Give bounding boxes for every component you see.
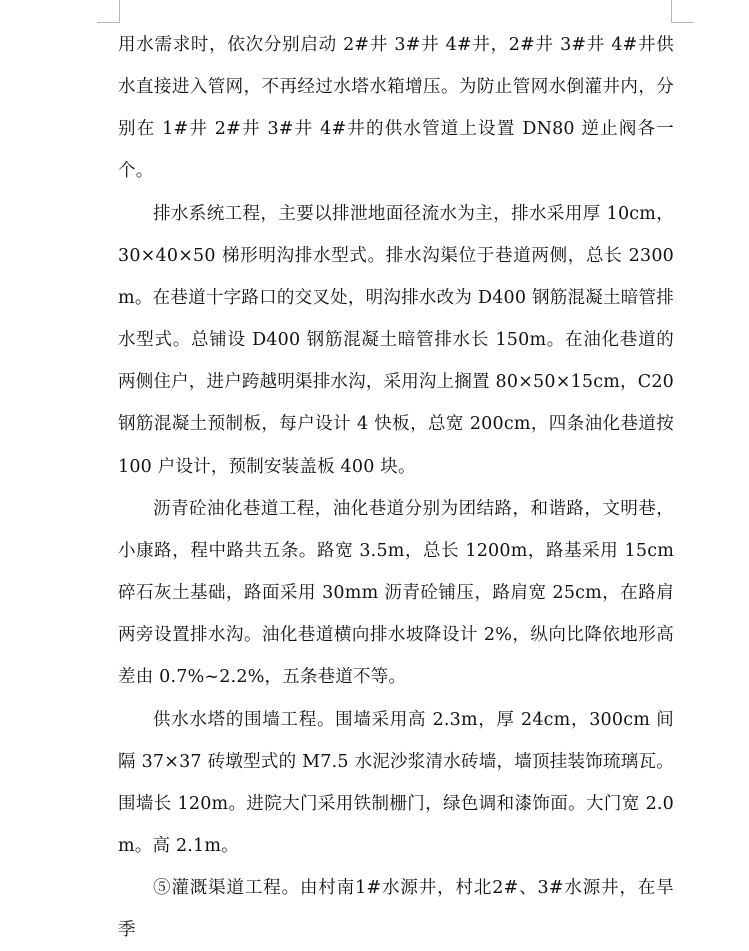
paragraph-asphalt-alley[interactable]: 沥青砼油化巷道工程，油化巷道分别为团结路，和谐路，文明巷，小康路，程中路共五条。路宽 3.5m，总长 1200m，路基采用 15cm 碎石灰土基础，路面采用 30mm 沥青砼铺压，路肩宽 25cm，在路肩两旁设置排水沟。油化巷道横向排水坡降设计 2%，纵向比降依地形高差由 0.7%~2.2%，五条巷道不等。 xyxy=(118,498,674,688)
margin-corner-mark-left xyxy=(97,0,120,23)
paragraph-water-tower-wall[interactable]: 供水水塔的围墙工程。围墙采用高 2.3m，厚 24cm，300cm 间隔 37×37 砖墩型式的 M7.5 水泥沙浆清水砖墙，墙顶挂装饰琉璃瓦。围墙长 120m。进院大门采用铁制栅门，绿色调和漆饰面。大门宽 2.0m。高 2.1m。 xyxy=(118,709,674,856)
paragraph-drainage-system[interactable]: 排水系统工程，主要以排泄地面径流水为主，排水采用厚 10cm，30×40×50 梯形明沟排水型式。排水沟渠位于巷道两侧，总长 2300m。在巷道十字路口的交叉处，明沟排水改为 D400 钢筋混凝土暗管排水型式。总铺设 D400 钢筋混凝土暗管排水长 150m。在油化巷道的两侧住户，进户跨越明渠排水沟，采用沟上搁置 80×50×15cm，C20 钢筋混凝土预制板，每户设计 4 快板，总宽 200cm，四条油化巷道按 100 户设计，预制安装盖板 400 块。 xyxy=(118,203,674,477)
paragraph-irrigation-channel[interactable]: ⑤灌溉渠道工程。由村南1#水源井，村北2#、3#水源井，在旱季 xyxy=(118,878,674,941)
document-body[interactable] xyxy=(118,24,674,951)
margin-corner-mark-right xyxy=(671,0,694,23)
paragraph-water-supply-continued[interactable]: 用水需求时，依次分别启动 2#井 3#井 4#井，2#井 3#井 4#井供水直接进入管网，不再经过水塔水箱增压。为防止管网水倒灌井内，分别在 1#井 2#井 3#井 4#井的供水管道上设置 DN80 逆止阀各一个。 xyxy=(118,35,674,182)
